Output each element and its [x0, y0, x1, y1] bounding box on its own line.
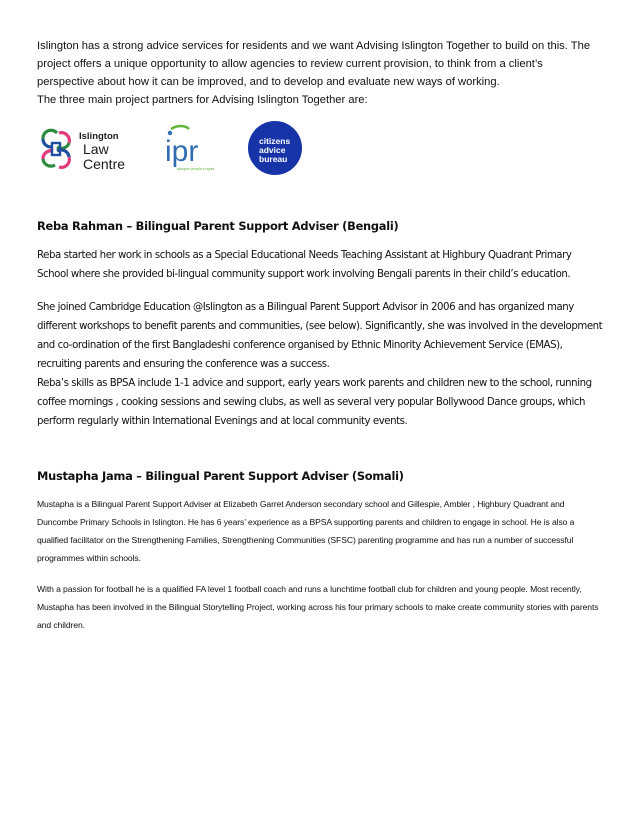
intro-paragraph: Islington has a strong advice services for residents and we want Advising Islington Together to build on this. The project offers a unique opportunity to allow agencies to review current provision, to think from a client’s perspective about how it can be improved, and to develop and evaluate new ways of working. [37, 40, 591, 88]
citizens-advice-bureau-logo [247, 120, 303, 176]
reba-paragraph-3: Reba’s skills as BPSA include 1-1 advice and support, early years work parents and children new to the school, running coffee mornings , cooking sessions and sewing clubs, as well as several very popular Bollywood Dance groups, which perform regularly within International Evenings and at local community events. [37, 378, 592, 427]
islington-law-centre-logo [39, 127, 147, 171]
ipr-text: ipr [165, 135, 199, 168]
ipr-logo [163, 123, 219, 173]
ipr-subtext: islington people's rights [177, 167, 215, 171]
law-centre-line3: Centre [83, 156, 126, 171]
law-centre-line2: Law [83, 141, 109, 157]
partners-intro: The three main project partners for Advising Islington Together are: [37, 94, 368, 106]
reba-paragraph-2: She joined Cambridge Education @Islington as a Bilingual Parent Support Advisor in 2006 and has organized many different workshops to benefit parents and communities, (see below). Significantly, she was involved in the development and co-ordination of the first Bangladeshi conference organised by Ethnic Minority Achievement Service (EMAS), recruiting parents and ensuring the conference was a success. [37, 302, 603, 370]
cab-line1: citizens [259, 136, 291, 146]
section-heading-mustapha: Mustapha Jama – Bilingual Parent Support Adviser (Somali) [37, 469, 404, 483]
cab-line2: advice [259, 145, 286, 155]
mustapha-paragraph-2: With a passion for football he is a qualified FA level 1 football coach and runs a lunchtime football club for children and young people. Most recently, Mustapha has been involved in the Bilingual Storytelling Project, working across his four primary schools to make create community stories with parents and children. [37, 584, 599, 630]
mustapha-paragraph-1: Mustapha is a Bilingual Parent Support Adviser at Elizabeth Garret Anderson secondary school and Gillespie, Ambler , Highbury Quadrant and Duncombe Primary Schools in Islington. He has 6 years’ experience as a BPSA supporting parents and children to engage in school. He is also a qualified facilitator on the Strengthening Families, Strengthening Communities (SFSC) parenting programme and has run a number of successful programmes within schools. [37, 499, 575, 563]
partner-logos [37, 120, 337, 180]
section-heading-reba: Reba Rahman – Bilingual Parent Support Adviser (Bengali) [37, 219, 399, 233]
reba-paragraph-1: Reba started her work in schools as a Special Educational Needs Teaching Assistant at Highbury Quadrant Primary School where she provided bi-lingual community support work involving Bengali parents in their child’s education. [37, 250, 572, 280]
law-centre-line1: Islington [79, 131, 119, 142]
cab-line3: bureau [259, 154, 288, 164]
